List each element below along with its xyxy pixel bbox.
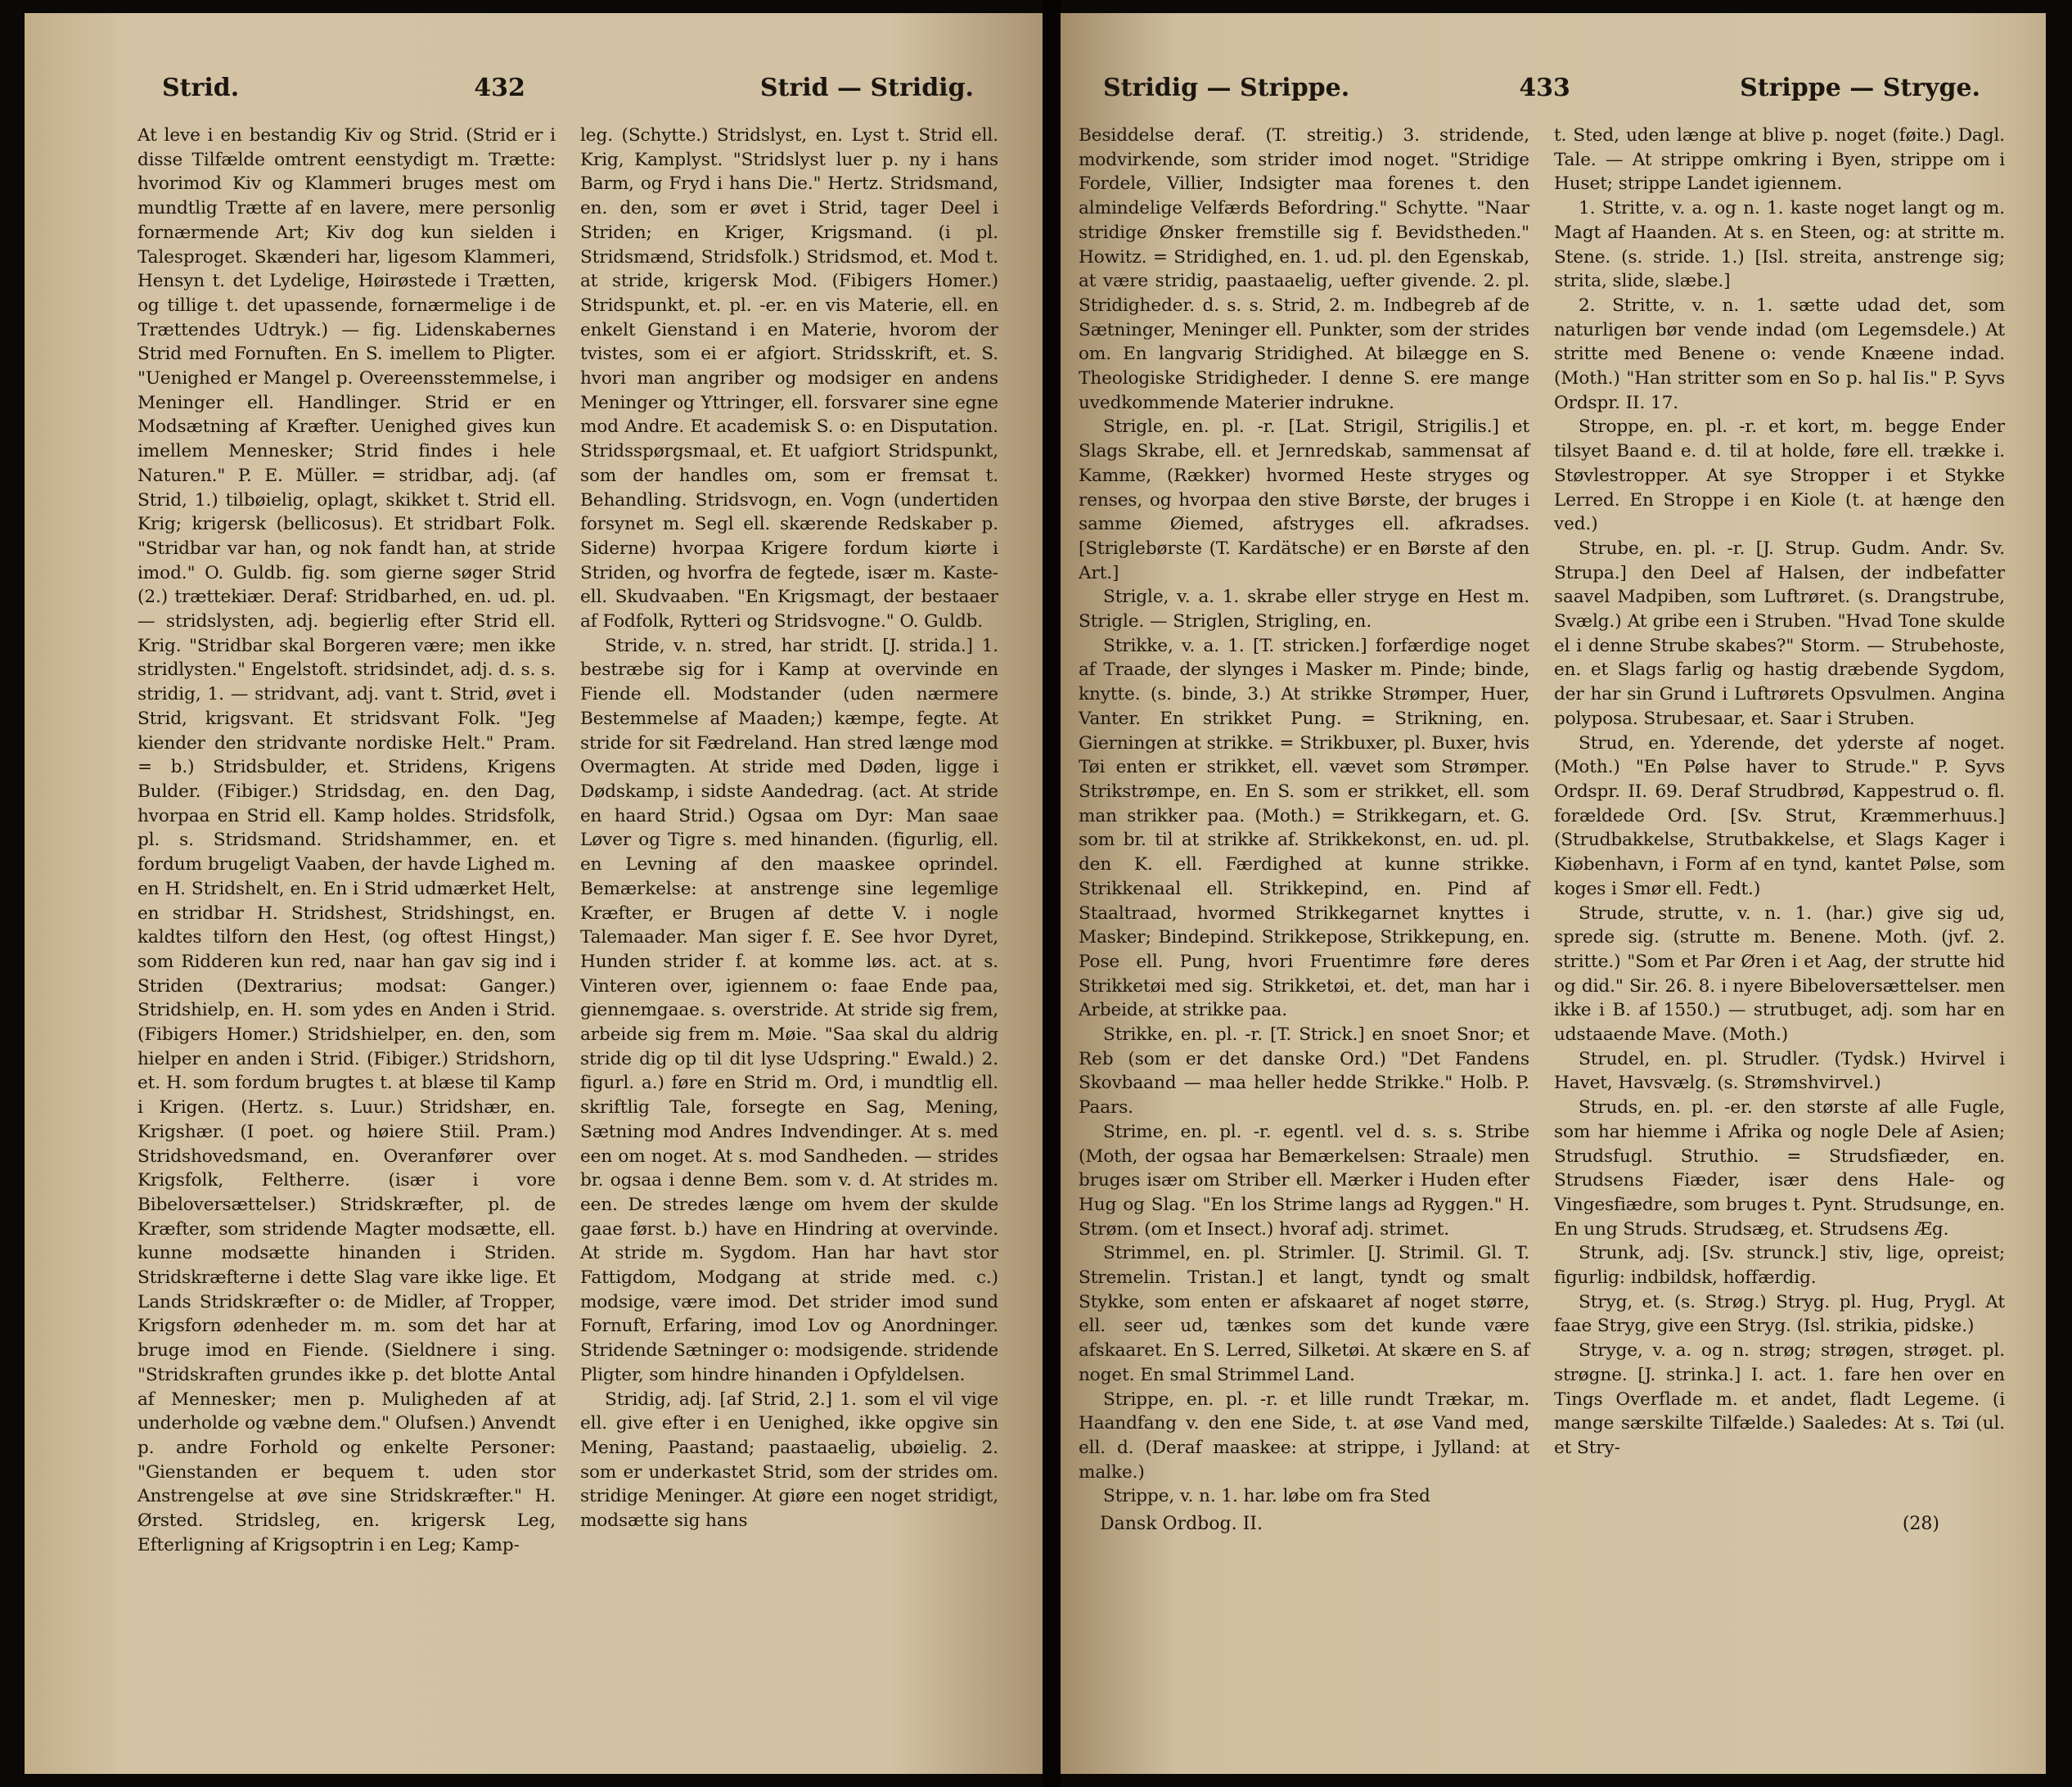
- entry-text: Stryge, v. a. og n. strøg; strøgen, strøget. pl. strøgne. [J. strinka.] I. act. 1. fare hen over en Tings Overflade m. et andet, fladt Legeme. (i mange særskilte Tilfælde.) Saaledes: At s. Tøi (ul. et Stry-: [1554, 1340, 2005, 1458]
- right-column-2: [1554, 124, 2005, 1509]
- right-columns: [1079, 124, 2005, 1509]
- head-left-word: Stridig — Strippe.: [1103, 74, 1350, 102]
- entry-text: t. Sted, uden længe at blive p. noget (føite.) Dagl. Tale. — At strippe omkring i Byen, strippe om i Huset; strippe Landet igiennem.: [1554, 125, 2005, 195]
- right-page: [1061, 13, 2046, 1774]
- entry-text: Struds, en. pl. -er. den største af alle Fugle, som har hiemme i Afrika og nogle Dele af Asien; Strudsfugl. Struthio. = Strudsfiæder, en. Strudsens Fiæder, især dens Hale- og Vingesfiædre, som bruges t. Pynt. Strudsunge, en. En ung Struds. Strudsæg, et. Strudsens Æg.: [1554, 1097, 2005, 1240]
- page-number-left: 432: [474, 74, 525, 102]
- entry-text: Strigle, v. a. 1. skrabe eller stryge en Hest m. Strigle. — Striglen, Strigling, en.: [1079, 587, 1529, 632]
- head-right-word: Strippe — Stryge.: [1740, 74, 1980, 102]
- left-page: [25, 13, 1043, 1774]
- left-columns: [137, 124, 998, 1557]
- entry-text: Strippe, en. pl. -r. et lille rundt Trækar, m. Haandfang v. den ene Side, t. at øse Vand med, ell. d. (Deraf maaskee: at strippe, i Jylland: at malke.): [1079, 1389, 1529, 1483]
- entry-text: Strime, en. pl. -r. egentl. vel d. s. s. Stribe (Moth, der ogsaa har Bemærkelsen: Straale) men bruges især om Striber ell. Mærker i Huden efter Hug og Slag. "En los Strime langs ad Ryggen." H. Strøm. (om et Insect.) hvoraf adj. strimet.: [1079, 1121, 1529, 1240]
- entry-text: Strimmel, en. pl. Strimler. [J. Strimil. Gl. T. Stremelin. Tristan.] et langt, tyndt og smalt Stykke, som enten er afskaaret af noget større, ell. seer ud, tænkes som det kunde være afskaaret. En S. Lerred, Silketøi. At skære en S. af noget. En smal Strimmel Land.: [1079, 1243, 1529, 1385]
- right-column-1: [1079, 124, 1529, 1509]
- signature-line: [1079, 1514, 2005, 1534]
- entry-text: Strippe, v. n. 1. har. løbe om fra Sted: [1103, 1486, 1430, 1507]
- left-column-2: [580, 124, 998, 1557]
- running-head-left: [137, 74, 998, 102]
- entry-text: Strude, strutte, v. n. 1. (har.) give sig ud, sprede sig. (strutte m. Benene. Moth. (jvf. 2. stritte.) "Som et Par Øren i et Aag, der strutte hid og did." Sir. 26. 8. i nyere Bibeloversættelser. men ikke i B. af 1550.) — strutbuget, adj. som har en udstaaende Mave. (Moth.): [1554, 903, 2005, 1046]
- book-gutter: [1043, 0, 1061, 1787]
- entry-text: 2. Stritte, v. n. 1. sætte udad det, som naturligen bør vende indad (om Legemsdele.) At stritte med Benene o: vende Knæene indad. (Moth.) "Han stritter som en So p. hal Iis." P. Syvs Ordspr. II. 17.: [1554, 295, 2005, 413]
- head-right-word: Strid — Stridig.: [759, 74, 974, 102]
- entry-text: Stroppe, en. pl. -r. et kort, m. begge Ender tilsyet Baand e. d. til at holde, føre ell. trække i. Støvlestropper. At sye Stropper i et Stykke Lerred. En Stroppe i en Kiole (t. at hænge den ved.): [1554, 416, 2005, 535]
- entry-text: 1. Stritte, v. a. og n. 1. kaste noget langt og m. Magt af Haanden. At s. en Steen, og: at stritte m. Stene. (s. stride. 1.) [Isl. streita, anstrenge sig; strita, slide, slæbe.]: [1554, 198, 2005, 292]
- entry-text: Strud, en. Yderende, det yderste af noget. (Moth.) "En Pølse haver to Strude." P. Syvs Ordspr. II. 69. Deraf Strudbrød, Kappestrud o. fl. forældede Ord. [Sv. Strut, Kræmmerhuus.] (Strudbakkelse, Strutbakkelse, et Slags Kager i Kiøbenhavn, i Form af en tynd, kantet Pølse, som koges i Smør ell. Fedt.): [1554, 732, 2005, 899]
- entry-text: Strube, en. pl. -r. [J. Strup. Gudm. Andr. Sv. Strupa.] den Deel af Halsen, der indbefatter saavel Madpiben, som Luftrøret. (s. Drangstrube, Svælg.) At gribe een i Struben. "Hvad Tone skulde el i denne Strube skabes?" Storm. — Strubehoste, en. et Slags farlig og hastig dræbende Sygdom, der har sin Grund i Luftrørets Opsvulmen. Angina polyposa. Strubesaar, et. Saar i Struben.: [1554, 538, 2005, 729]
- entry-text: Stridig, adj. [af Strid, 2.] 1. som el vil vige ell. give efter i en Uenighed, ikke opgive sin Mening, Paastand; paastaaelig, ubøielig. 2. som er underkastet Strid, som der strides om. stridige Meninger. At giøre een noget stridigt, modsætte sig hans: [580, 1389, 998, 1532]
- left-column-1: [137, 124, 556, 1557]
- entry-text: Strudel, en. pl. Strudler. (Tydsk.) Hvirvel i Havet, Havsvælg. (s. Strømshvirvel.): [1554, 1048, 2005, 1094]
- entry-text: At leve i en bestandig Kiv og Strid. (Strid er i disse Tilfælde omtrent eenstydigt m. Trætte: hvorimod Kiv og Klammeri bruges mest om mundtlig Trætte af en lavere, mere personlig fornærmende Art; Kiv dog kun sielden i Talesproget. Skænderi har, ligesom Klammeri, Hensyn t. det Lydelige, Høirøstede i Trætten, og tillige t. det upassende, fornærmelige i de Trættendes Udtryk.) — fig. Lidenskabernes Strid med Fornuften. En S. imellem to Pligter. "Uenighed er Mangel p. Overeensstemmelse, i Meninger ell. Handlinger. Strid er en Modsætning af Kræfter. Uenighed gives kun imellem Mennesker; Strid findes i hele Naturen." P. E. Müller. = stridbar, adj. (af Strid, 1.) tilbøielig, oplagt, skikket t. Strid ell. Krig; krigersk (bellicosus). Et stridbart Folk. "Stridbar var han, og nok fandt han, at stride imod." O. Guldb. fig. som gierne søger Strid (2.) trættekiær. Deraf: Stridbarhed, en. ud. pl. — stridslysten, adj. begierlig efter Strid ell. Krig. "Stridbar skal Borgeren være; men ikke stridlysten." Engelstoft. stridsindet, adj. d. s. s. stridig, 1. — stridvant, adj. vant t. Strid, øvet i Strid, krigsvant. Et stridsvant Folk. "Jeg kiender den stridvante nordiske Helt." Pram. = b.) Stridsbulder, et. Stridens, Krigens Bulder. (Fibiger.) Stridsdag, en. den Dag, hvorpaa en Strid ell. Kamp holdes. Stridsfolk, pl. s. Stridsmand. Stridshammer, en. et fordum brugeligt Vaaben, der havde Lighed m. en H. Stridshelt, en. En i Strid udmærket Helt, en stridbar H. Stridshest, Stridshingst, en. kaldtes tilforn den Hest, (og oftest Hingst,) som Ridderen kun red, naar han gav sig ind i Striden (Dextrarius; modsat: Ganger.) Stridshielp, en. H. som ydes en Anden i Strid. (Fibigers Homer.) Stridshielper, en. den, som hielper en anden i Strid. (Fibiger.) Stridshorn, et. H. som fordum brugtes t. at blæse til Kamp i Krigen. (Hertz. s. Luur.) Stridshær, en. Krigshær. (I poet. og høiere Stiil. Pram.) Stridshovedsmand, en. Overanfører over Krigsfolk, Feltherre. (især i vore Bibeloversættelser.) Stridskræfter, pl. de Kræfter, som stridende Magter modsætte, ell. kunne modsætte hinanden i Striden. Stridskræfterne i dette Slag vare ikke lige. Et Lands Stridskræfter o: de Midler, af Tropper, Krigsforn ødenheder m. m. som det har at bruge imod en Fiende. (Sieldnere i sing. "Stridskraften grundes ikke p. det blotte Antal af Mennesker; men p. Muligheden af at underholde og væbne dem." Olufsen.) Anvendt p. andre Forhold og enkelte Personer: "Gienstanden er bequem t. uden stor Anstrengelse at øve sine Stridskræfter." H. Ørsted. Stridsleg, en. krigersk Leg, Efterligning af Krigsoptrin i en Leg; Kamp-: [137, 125, 556, 1555]
- entry-text: Besiddelse deraf. (T. streitig.) 3. stridende, modvirkende, som strider imod noget. "Stridige Fordele, Villier, Indsigter maa forenes t. den almindelige Velfærds Befordring." Schytte. "Naar stridige Ønsker fremstille sig f. Bevidstheden." Howitz. = Stridighed, en. 1. ud. pl. den Egenskab, at være stridig, paastaaelig, uefter givende. 2. pl. Stridigheder. d. s. s. Strid, 2. m. Indbegreb af de Sætninger, Meninger ell. Punkter, som der strides om. En langvarig Stridighed. At bilægge en S. Theologiske Stridigheder. I denne S. ere mange uvedkommende Materier indrukne.: [1079, 125, 1529, 413]
- running-head-right: [1079, 74, 2005, 102]
- signature-mark: (28): [1902, 1514, 1939, 1535]
- page-number-right: 433: [1519, 74, 1570, 102]
- entry-text: leg. (Schytte.) Stridslyst, en. Lyst t. Strid ell. Krig, Kamplyst. "Stridslyst luer p. ny i hans Barm, og Fryd i hans Die." Hertz. Stridsmand, en. den, som er øvet i Strid, tager Deel i Striden; en Kriger, Krigsmand. (i pl. Stridsmænd, Stridsfolk.) Stridsmod, et. Mod t. at stride, krigersk Mod. (Fibigers Homer.) Stridspunkt, et. pl. -er. en vis Materie, ell. en enkelt Gienstand i en Materie, hvorom der tvistes, som ei er afgiort. Stridsskrift, et. S. hvori man angriber og modsiger en andens Meninger og Yttringer, ell. forsvarer sine egne mod Andre. Et academisk S. o: en Disputation. Stridsspørgsmaal, et. Et uafgiort Stridspunkt, som der handles om, som er fremsat t. Behandling. Stridsvogn, en. Vogn (undertiden forsynet m. Segl ell. skærende Redskaber p. Siderne) hvorpaa Krigere fordum kiørte i Striden, og hvorfra de fegtede, især m. Kaste- ell. Skudvaaben. "En Krigsmagt, der bestaaer af Fodfolk, Rytteri og Stridsvogne." O. Guldb.: [580, 125, 998, 632]
- entry-text: Strikke, v. a. 1. [T. stricken.] forfærdige noget af Traade, der slynges i Masker m. Pinde; binde, knytte. (s. binde, 3.) At strikke Strømper, Huer, Vanter. En strikket Pung. = Strikning, en. Gierningen at strikke. = Strikbuxer, pl. Buxer, hvis Tøi enten er strikket, ell. vævet som Strømper. Strikstrømpe, en. En S. som er strikket, ell. som man strikker paa. (Moth.) = Strikkegarn, et. G. som br. til at strikke af. Strikkekonst, en. ud. pl. den K. ell. Færdighed at kunne strikke. Strikkenaal ell. Strikkepind, en. Pind af Staaltraad, hvormed Strikkegarnet knyttes i Masker; Bindepind. Strikkepose, Strikkepung, en. Pose ell. Pung, hvori Fruentimre føre deres Strikketøi med sig. Strikketøi, et. det, man har i Arbeide, at strikke paa.: [1079, 635, 1529, 1021]
- entry-text: Stride, v. n. stred, har stridt. [J. strida.] 1. bestræbe sig for i Kamp at overvinde en Fiende ell. Modstander (uden nærmere Bestemmelse af Maaden;) kæmpe, fegte. At stride for sit Fædreland. Han stred længe mod Overmagten. At stride med Døden, ligge i Dødskamp, i sidste Aandedrag. (act. At stride en haard Strid.) Ogsaa om Dyr: Man saae Løver og Tigre s. med hinanden. (figurlig, ell. en Levning af den maaskee oprindel. Bemærkelse: at anstrenge sine legemlige Kræfter, er Brugen af dette V. i nogle Talemaader. Man siger f. E. See hvor Dyret, Hunden strider f. at komme løs. act. at s. Vinteren over, igiennem o: faae Ende paa, giennemgaae. s. overstride. At stride sig frem, arbeide sig frem m. Møie. "Saa skal du aldrig stride dig op til dit lyse Udspring." Ewald.) 2. figurl. a.) føre en Strid m. Ord, i mundtlig ell. skriftlig Tale, forsegte en Sag, Mening, Sætning mod Andres Indvendinger. At s. med een om noget. At s. mod Sandheden. — strides br. ogsaa i denne Bem. som v. d. At strides m. een. De stredes længe om hvem der skulde gaae først. b.) have en Hindring at overvinde. At stride m. Sygdom. Han har havt stor Fattigdom, Modgang at stride med. c.) modsige, være imod. Det strider imod sund Fornuft, Erfaring, imod Lov og Anordninger. Stridende Sætninger o: modsigende. stridende Pligter, som hindre hinanden i Opfyldelsen.: [580, 635, 998, 1385]
- signature-title: Dansk Ordbog. II.: [1100, 1514, 1263, 1535]
- entry-text: Strunk, adj. [Sv. strunck.] stiv, lige, opreist; figurlig: indbildsk, hoffærdig.: [1554, 1243, 2005, 1289]
- entry-text: Stryg, et. (s. Strøg.) Stryg. pl. Hug, Prygl. At faae Stryg, give een Stryg. (Isl. strikia, pidske.): [1554, 1291, 2005, 1337]
- entry-text: Strikke, en. pl. -r. [T. Strick.] en snoet Snor; et Reb (som er det danske Ord.) "Det Fandens Skovbaand — maa heller hedde Strikke." Holb. P. Paars.: [1079, 1024, 1529, 1119]
- entry-text: Strigle, en. pl. -r. [Lat. Strigil, Strigilis.] et Slags Skrabe, ell. et Jernredskab, sammensat af Kamme, (Rækker) hvormed Heste stryges og renses, og hvorpaa den stive Børste, der bruges i samme Øiemed, afstryges ell. afkradses. [Striglebørste (T. Kardätsche) er en Børste af den Art.]: [1079, 416, 1529, 583]
- head-left-word: Strid.: [162, 74, 240, 102]
